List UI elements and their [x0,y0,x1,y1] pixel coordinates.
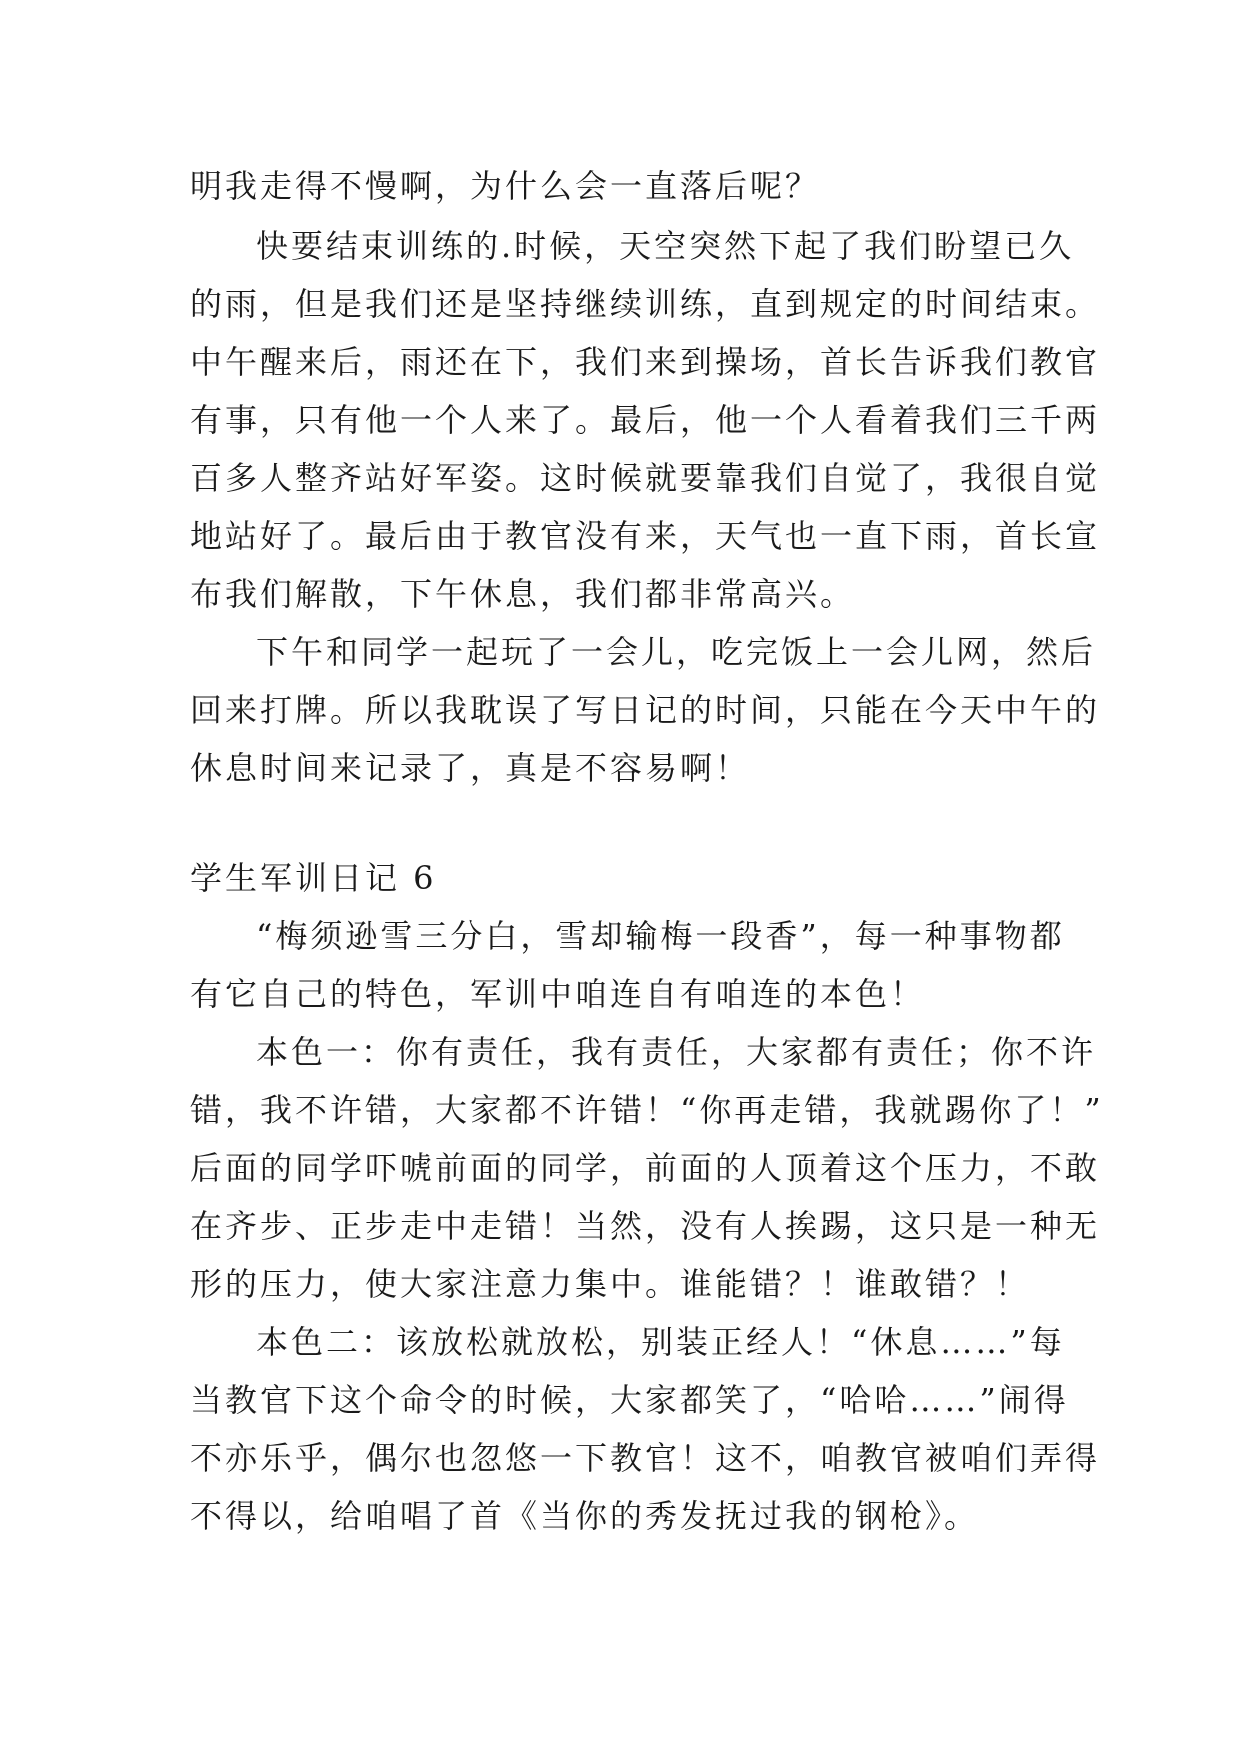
text-line: 错，我不许错，大家都不许错！“你再走错，我就踢你了！” [190,1091,1104,1129]
text-line: 百多人整齐站好军姿。这时候就要靠我们自觉了，我很自觉 [190,459,1101,497]
text-line: 当教官下这个命令的时候，大家都笑了，“哈哈……”闹得 [190,1381,1069,1419]
paragraph-start-line: 本色二：该放松就放松，别装正经人！“休息……”每 [256,1323,1065,1361]
paragraph-start-line: 本色一：你有责任，我有责任，大家都有责任；你不许 [256,1033,1097,1071]
text-line: 中午醒来后，雨还在下，我们来到操场，首长告诉我们教官 [190,343,1101,381]
text-line: 不得以，给咱唱了首《当你的秀发抚过我的钢枪》。 [190,1497,980,1535]
paragraph-start-line: “梅须逊雪三分白，雪却输梅一段香”，每一种事物都 [256,917,1065,955]
paragraph-start-line: 快要结束训练的.时候，天空突然下起了我们盼望已久 [256,227,1075,265]
text-line: 后面的同学吓唬前面的同学，前面的人顶着这个压力，不敢 [190,1149,1101,1187]
text-line: 形的压力，使大家注意力集中。谁能错？！谁敢错？！ [190,1265,1031,1303]
text-line: 地站好了。最后由于教官没有来，天气也一直下雨，首长宣 [190,517,1101,555]
text-line: 不亦乐乎，偶尔也忽悠一下教官！这不，咱教官被咱们弄得 [190,1439,1101,1477]
text-line: 布我们解散，下午休息，我们都非常高兴。 [190,575,856,613]
text-line: 有它自己的特色，军训中咱连自有咱连的本色！ [190,975,926,1013]
paragraph-start-line: 下午和同学一起玩了一会儿，吃完饭上一会儿网，然后 [256,633,1097,671]
text-line: 明我走得不慢啊，为什么会一直落后呢？ [190,167,821,205]
text-line: 的雨，但是我们还是坚持继续训练，直到规定的时间结束。 [190,285,1101,323]
text-line: 有事，只有他一个人来了。最后，他一个人看着我们三千两 [190,401,1101,439]
text-line: 休息时间来记录了，真是不容易啊！ [190,749,751,787]
text-line: 在齐步、正步走中走错！当然，没有人挨踢，这只是一种无 [190,1207,1101,1245]
text-line: 回来打牌。所以我耽误了写日记的时间，只能在今天中午的 [190,691,1101,729]
section-heading: 学生军训日记 6 [190,859,437,897]
